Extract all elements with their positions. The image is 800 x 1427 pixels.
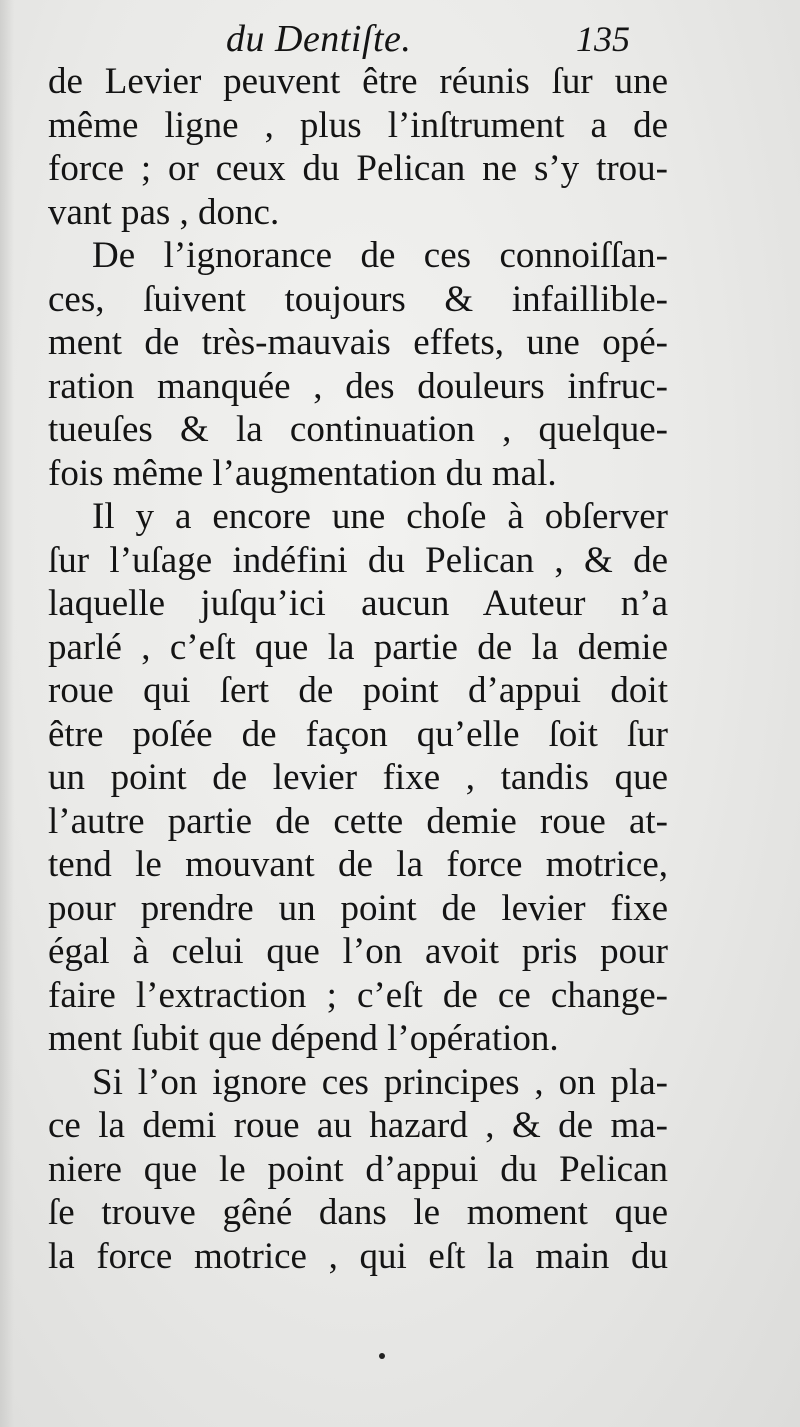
page-gutter-shadow — [0, 0, 14, 1427]
text-line: ſur l’uſage indéfini du Pelican , & de — [48, 539, 668, 581]
text-line: laquelle juſqu’ici aucun Auteur n’a — [48, 583, 668, 624]
text-line: égal à celui que l’on avoit pris pour — [48, 931, 668, 972]
text-line: ces, ſuivent toujours & infaillible- — [48, 278, 668, 320]
text-line: de Levier peuvent être réunis ſur une — [48, 61, 668, 102]
text-line: pour prendre un point de levier fixe — [48, 887, 668, 929]
text-line: la force motrice , qui eſt la main du — [48, 1235, 668, 1277]
text-line: être poſée de façon qu’elle ſoit ſur — [48, 713, 668, 755]
text-line: l’autre partie de cette demie roue at- — [48, 800, 668, 842]
text-line: roue qui ſert de point d’appui doit — [48, 670, 668, 711]
body-text — [48, 60, 668, 1278]
text-line: même ligne , plus l’inſtrument a de — [48, 104, 668, 146]
text-line: ment ſubit que dépend l’opération. — [48, 1018, 559, 1059]
ink-speck — [379, 1353, 385, 1359]
text-line: faire l’extraction ; c’eſt de ce change- — [48, 974, 668, 1016]
text-line: niere que le point d’appui du Pelican — [48, 1148, 668, 1190]
text-line: ſe trouve gêné dans le moment que — [48, 1192, 668, 1233]
text-line: un point de levier fixe , tandis que — [48, 757, 668, 798]
text-line: ce la demi roue au hazard , & de ma- — [48, 1105, 668, 1146]
text-line: tend le mouvant de la force motrice, — [48, 844, 668, 885]
text-line: ment de très-mauvais effets, une opé- — [48, 322, 668, 363]
paragraph-first-line: Si l’on ignore ces principes , on pla- — [92, 1061, 668, 1103]
text-line: tueuſes & la continuation , quelque- — [48, 409, 668, 450]
running-title: du Dentiſte. — [226, 18, 412, 60]
paragraph-first-line: De l’ignorance de ces connoiſſan- — [92, 235, 668, 276]
page-number: 135 — [576, 19, 630, 59]
text-line: ration manquée , des douleurs infruc- — [48, 365, 668, 407]
text-line: parlé , c’eſt que la partie de la demie — [48, 626, 668, 668]
paragraph-first-line: Il y a encore une choſe à obſerver — [92, 496, 668, 537]
text-line: force ; or ceux du Pelican ne s’y trou- — [48, 148, 668, 189]
text-line: fois même l’augmentation du mal. — [48, 452, 557, 494]
text-line: vant pas , donc. — [48, 191, 280, 233]
page-header — [0, 14, 800, 64]
